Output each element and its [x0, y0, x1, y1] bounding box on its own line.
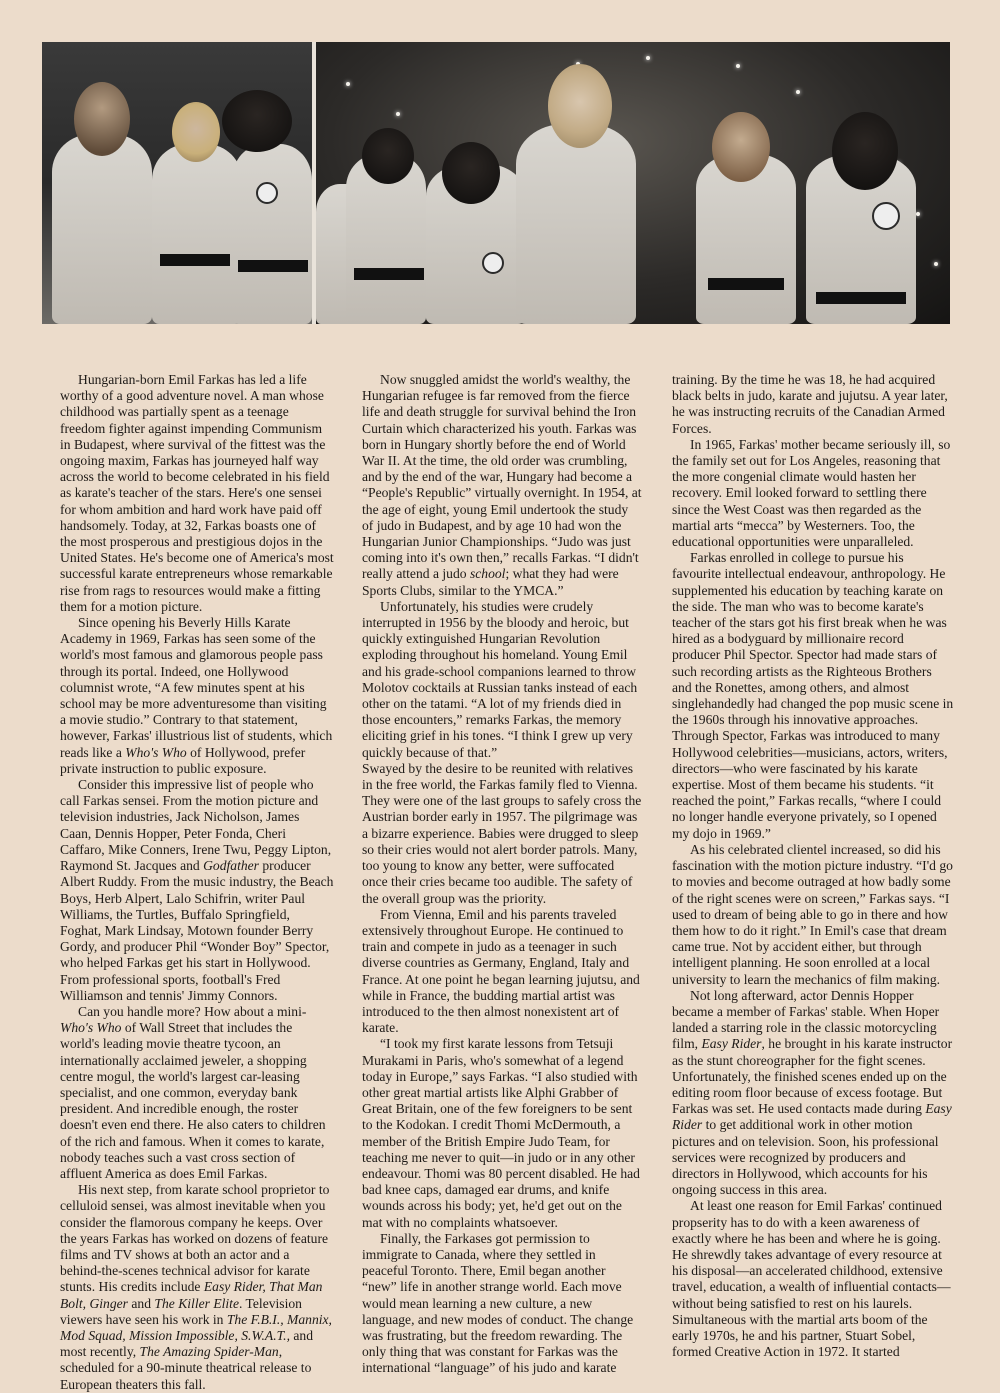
photo-figure: [516, 124, 636, 324]
article-column-2: [362, 372, 642, 1377]
photo-stage-light: [736, 64, 740, 68]
photo-figure-head: [222, 90, 292, 152]
photo-figure-head: [74, 82, 130, 156]
italic-title: The F.B.I., Mannix, Mod Squad, Mission Impossible, S.W.A.T.,: [60, 1311, 332, 1343]
article-column-1: [60, 372, 334, 1393]
text-run: Finally, the Farkases got permission to immigrate to Canada, where they settled in peaceful Toronto. There, Emil began another “new” life in another strange world. Each move would mean learning a new culture, a new language, and new modes of conduct. The change was frustrating, but the freedom rewarding. The only thing that was constant for Farkas was the international “language” of his judo and karate: [362, 1230, 634, 1376]
text-run: As his celebrated clientel increased, so did his fascination with the motion picture industry. “I'd go to movies and become outraged at how badly some of the right scenes were on screen,” Farkas says. “I used to dream of being able to go in there and how them how to do it right.” In Emil's case that dream came true. Not by accident either, but through intelligent planning. He soon enrolled at a local university to learn the mechanics of film making.: [672, 841, 953, 987]
text-run: Can you handle more? How about a mini-: [78, 1003, 307, 1019]
photo-patch: [256, 182, 278, 204]
photo-stage-light: [646, 56, 650, 60]
photo-belt: [238, 260, 308, 272]
article-paragraph: [362, 761, 642, 907]
article-paragraph: [672, 437, 954, 550]
text-run: and most recently,: [60, 1327, 313, 1360]
photo-stage-light: [934, 262, 938, 266]
text-run: and: [127, 1295, 155, 1311]
photo-stage-light: [916, 212, 920, 216]
photo-figure-head: [548, 64, 612, 148]
photo-figure: [232, 144, 312, 324]
italic-title: Who's Who: [60, 1020, 122, 1036]
photo-stage-light: [346, 82, 350, 86]
text-run: of Wall Street that includes the world's leading movie theatre tycoon, an internationally acclaimed jeweler, a shopping centre mogul, the world's largest car-leasing specialist, and one common, everyday bank president. And incredible enough, the roster doesn't even end there. He also caters to children of the rich and famous. When it comes to karate, nobody teaches such a vast cross section of affluent America as does Emil Farkas.: [60, 1020, 326, 1181]
italic-title: Easy Rider: [672, 1101, 952, 1133]
photo-figure-head: [442, 142, 500, 204]
article-paragraph: [362, 599, 642, 761]
article-paragraph: [672, 1198, 954, 1360]
header-photo: [42, 42, 950, 324]
text-run: ; what they had were Sports Clubs, similar to the YMCA.”: [362, 566, 619, 598]
article-paragraph: [362, 1231, 642, 1377]
text-run: In 1965, Farkas' mother became seriously ill, so the family set out for Los Angeles, reasoning that the more congenial climate would hasten her recovery. Emil looked forward to settling there since the West Coast was then regarded as the martial arts “mecca” by Westerners. Too, the educational opportunities were unparalleled.: [672, 436, 951, 550]
photo-patch: [872, 202, 900, 230]
text-run: At least one reason for Emil Farkas' continued propserity has to do with a keen awareness of exactly where he has been and where he is going. He shrewdly takes advantage of every resource at his disposal—an accelerated childhood, extensive travel, education, a wealth of influential contacts—without being satisfied to rest on his laurels. Simultaneous with the martial arts boom of the early 1970s, he and his partner, Stuart Sobel, formed Creative Action in 1972. It started: [672, 1198, 951, 1360]
italic-title: The Amazing Spider-Man: [139, 1344, 279, 1360]
text-run: Swayed by the desire to be reunited with relatives in the free world, the Farkas family fled to Vienna. They were one of the last groups to safely cross the Austrian border early in 1957. The pilgrimage was a bizarre experience. Babies were drugged to sleep so their cries would not alert border patrols. Many, too young to know any better, were suffocated once their cries became too audible. The safety of the overall group was the priority.: [362, 760, 642, 906]
text-run: “I took my first karate lessons from Tetsuji Murakami in Paris, who's somewhat of a legend today in Europe,” says Farkas. “I also studied with other great martial artists like Alphi Grabber of Great Britain, one of the few foreigners to be sent to the Kodokan. I credit Thomi McDermouth, a member of the British Empire Judo Team, for teaching me never to quit—in judo or in any other endeavour. Thomi was 80 percent disabled. He had bad knee caps, damaged ear drums, and knife wounds across his body; yet, he'd get out on the mat with no complaints whatsoever.: [362, 1036, 640, 1230]
italic-title: Godfather: [203, 858, 259, 874]
article-paragraph: [60, 1182, 334, 1393]
text-run: to get additional work in other motion pictures and on television. Soon, his professional services were recognized by producers and directors in Hollywood, which accounts for his ongoing success in this area.: [672, 1117, 939, 1198]
text-run: Unfortunately, his studies were crudely interrupted in 1956 by the bloody and heroic, but quickly extinguished Hungarian Revolution exploding throughout his homeland. Young Emil and his grade-school companions learned to throw Molotov cocktails at Russian tanks instead of each other on the tatami. “A lot of my friends died in those encounters,” remarks Farkas, the memory eliciting grief in his tones. “I think I grew up very quickly because of that.”: [362, 598, 638, 760]
text-run: Not long afterward, actor Dennis Hopper became a member of Farkas' stable. When Hoper landed a starring role in the classic motorcycling film,: [672, 987, 940, 1052]
article-paragraph: [672, 550, 954, 842]
text-run: Hungarian-born Emil Farkas has led a life worthy of a good adventure novel. A man whose childhood was partially spent as a teenage freedom fighter against impending Communism in Budapest, where survival of the fittest was the ongoing maxim, Farkas has journeyed half way across the world to become celebrated in his field as karate's teacher of the stars. Here's one sensei for whom ambition and hard work have paid off handsomely. Today, at 32, Farkas boasts one of the most prosperous and prestigious dojos in the United States. He's become one of America's most successful karate entrepreneurs whose remarkable rise from rags to resources would make a fitting them for a motion picture.: [60, 372, 334, 614]
article-column-3: [672, 372, 954, 1360]
text-run: training. By the time he was 18, he had acquired black belts in judo, karate and jujutsu. A year later, he was instructing recruits of the Canadian Armed Forces.: [672, 372, 948, 436]
text-run: Now snuggled amidst the world's wealthy, the Hungarian refugee is far removed from the fierce life and death struggle for survival behind the Iron Curtain which characterized his youth. Farkas was born in Hungary shortly before the end of World War II. At the time, the old order was crumbling, and by the end of the war, Hungary had become a “People's Republic” virtually overnight. In 1954, at the age of eight, young Emil undertook the study of judo in Budapest, and by age 10 had won the Hungarian Junior Championships. “Judo was just coming into it's own then,” recalls Farkas. “I didn't really attend a judo: [362, 372, 642, 582]
text-run: Since opening his Beverly Hills Karate Academy in 1969, Farkas has seen some of the world's most famous and glamorous people pass through its portal. Indeed, one Hollywood columnist wrote, “A few minutes spent at his school may be more adventuresome than visiting a movie studio.” Contrary to that statement, however, Farkas' illustrious list of students, which reads like a: [60, 615, 333, 760]
italic-title: Who's Who: [125, 744, 187, 760]
article-paragraph: [60, 1004, 334, 1182]
photo-belt: [160, 254, 230, 266]
italic-title: Easy Rider: [701, 1036, 762, 1052]
article-paragraph: [60, 372, 334, 615]
photo-figure: [52, 134, 152, 324]
article-paragraph: [672, 372, 954, 437]
photo-figure: [152, 144, 242, 324]
photo-figure-head: [172, 102, 220, 162]
italic-title: The Killer Elite: [154, 1295, 239, 1311]
text-run: . Television viewers have seen his work in: [60, 1295, 302, 1327]
photo-stage-light: [796, 90, 800, 94]
photo-stage-light: [396, 112, 400, 116]
text-run: , he brought in his karate instructor as the stunt choreographer for the fight scenes. Unfortunately, the finished scenes ended up on the editing room floor because of excess footage. But Farkas was set. He used contacts made during: [672, 1036, 953, 1117]
photo-left-panel: [42, 42, 312, 324]
photo-right-panel: [316, 42, 950, 324]
photo-belt: [816, 292, 906, 304]
text-run: producer Albert Ruddy. From the music industry, the Beach Boys, Herb Alpert, Lalo Schifrin, writer Paul Williams, the Turtles, Buffalo Springfield, Foghat, Mark Lindsay, Motown founder Berry Gordy, and producer Phil “Wonder Boy” Spector, who helped Farkas get his start in Hollywood. From professional sports, football's Fred Williamson and tennis' Jimmy Connors.: [60, 858, 334, 1003]
text-run: of Hollywood, prefer private instruction to public exposure.: [60, 744, 306, 776]
photo-figure-head: [362, 128, 414, 184]
article-paragraph: [672, 842, 954, 988]
text-run: Consider this impressive list of people who call Farkas sensei. From the motion picture and television industries, Jack Nicholson, James Caan, Dennis Hopper, Peter Fonda, Cheri Caffaro, Mike Conners, Irene Twu, Peggy Lipton, Raymond St. Jacques and: [60, 777, 332, 874]
article-paragraph: [362, 372, 642, 599]
text-run: Farkas enrolled in college to pursue his favourite intellectual endeavour, anthropology. He supplemented his education by teaching karate on the side. The man who was to become karate's teacher of the stars got his first break when he was hired as a bodyguard by millionaire record producer Phil Spector. Spector had made stars of such recording artists as the Righteous Brothers and the Ronettes, among others, and almost singlehandedly had changed the pop music scene in the 1960s through his innovative approaches. Through Spector, Farkas was introduced to many Hollywood celebrities—musicians, actors, writers, directors—who were fascinated by his karate expertise. Most of them became his students. “it reached the point,” Farkas recalls, “where I could no longer handle everyone privately, so I opened my dojo in 1969.”: [672, 550, 954, 841]
article-paragraph: [672, 988, 954, 1199]
photo-belt: [354, 268, 424, 280]
text-run: From Vienna, Emil and his parents traveled extensively throughout Europe. He continued to train and compete in judo as a teenager in such diverse countries as Germany, England, Italy and France. At one point he began learning jujutsu, and while in France, the budding martial artist was introduced to the then almost nonexistent art of karate.: [362, 906, 640, 1036]
italic-title: Easy Rider, That Man Bolt, Ginger: [60, 1279, 323, 1311]
article-paragraph: [60, 777, 334, 1004]
article-paragraph: [60, 615, 334, 777]
photo-patch: [482, 252, 504, 274]
text-run: His next step, from karate school proprietor to celluloid sensei, was almost inevitable when you consider the flamorous company he keeps. Over the years Farkas has worked on dozens of feature films and TV shows at both an actor and a behind-the-scenes technical advisor for karate stunts. His credits include: [60, 1182, 330, 1295]
photo-belt: [708, 278, 784, 290]
article-paragraph: [362, 907, 642, 1037]
photo-figure-head: [712, 112, 770, 182]
italic-title: school: [469, 566, 506, 582]
article-paragraph: [362, 1036, 642, 1230]
text-run: , scheduled for a 90-minute theatrical release to European theaters this fall.: [60, 1344, 312, 1392]
photo-figure-head: [832, 112, 898, 190]
